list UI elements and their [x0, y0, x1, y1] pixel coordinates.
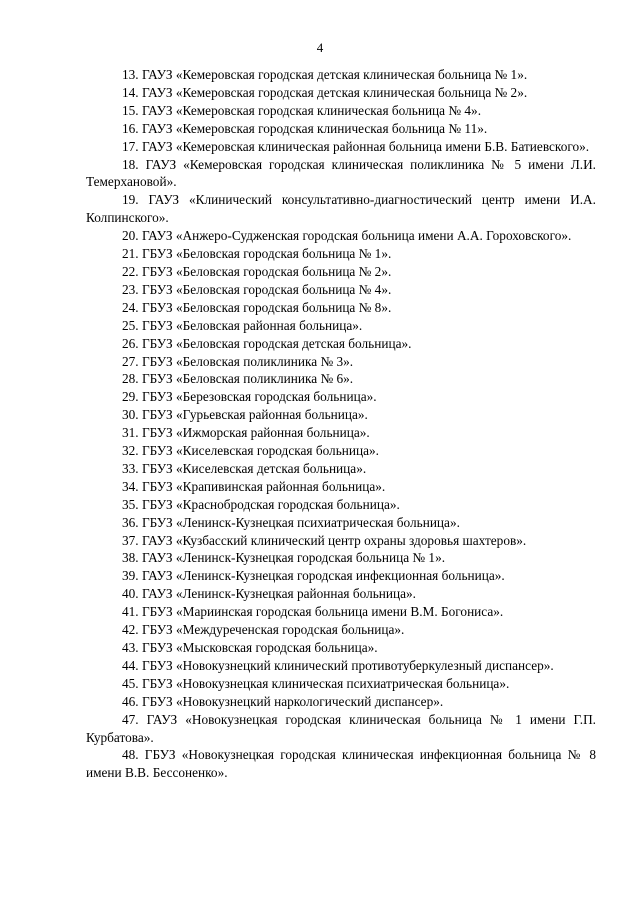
list-item: 44. ГБУЗ «Новокузнецкий клинический противотуберкулезный диспансер». — [122, 657, 554, 673]
list-item: 20. ГАУЗ «Анжеро-Судженская городская больница имени А.А. Гороховского». — [122, 228, 572, 244]
list-item: 31. ГБУЗ «Ижморская районная больница». — [122, 425, 370, 441]
list-item: 27. ГБУЗ «Беловская поликлиника № 3». — [122, 353, 354, 369]
list-item: 33. ГБУЗ «Киселевская детская больница». — [122, 460, 367, 476]
list-item: 24. ГБУЗ «Беловская городская больница № 8». — [122, 299, 392, 315]
list-item: 34. ГБУЗ «Крапивинская районная больница». — [122, 478, 386, 494]
list-item: 39. ГАУЗ «Ленинск-Кузнецкая городская инфекционная больница». — [122, 568, 505, 584]
list-item: 22. ГБУЗ «Беловская городская больница № 2». — [122, 263, 392, 279]
list-item: 36. ГБУЗ «Ленинск-Кузнецкая психиатрическая больница». — [122, 514, 460, 530]
list-item: 15. ГАУЗ «Кемеровская городская клиническая больница № 4». — [122, 102, 482, 118]
list-item: 21. ГБУЗ «Беловская городская больница № 1». — [122, 246, 392, 262]
list-item: 13. ГАУЗ «Кемеровская городская детская клиническая больница № 1». — [122, 67, 528, 82]
list-item: 42. ГБУЗ «Междуреченская городская больница». — [122, 622, 405, 638]
list-item: 32. ГБУЗ «Киселевская городская больница». — [122, 443, 379, 459]
list-item: 35. ГБУЗ «Краснобродская городская больница». — [122, 496, 400, 512]
page-number: 4 — [316, 40, 324, 55]
list-item: 45. ГБУЗ «Новокузнецкая клиническая психиатрическая больница». — [122, 675, 510, 691]
list-item: 18. ГАУЗ «Кемеровская городская клиническая поликлиника № 5 имени Л.И. Темерхановой». — [86, 156, 596, 190]
list-item: 23. ГБУЗ «Беловская городская больница № 4». — [122, 281, 392, 297]
list-item: 40. ГАУЗ «Ленинск-Кузнецкая районная больница». — [122, 586, 417, 602]
list-item: 26. ГБУЗ «Беловская городская детская больница». — [122, 335, 412, 351]
list-item: 16. ГАУЗ «Кемеровская городская клиническая больница № 11». — [122, 120, 488, 136]
list-item: 29. ГБУЗ «Березовская городская больница». — [122, 389, 377, 405]
list-item: 14. ГАУЗ «Кемеровская городская детская клиническая больница № 2». — [122, 84, 528, 100]
list-item: 47. ГАУЗ «Новокузнецкая городская клиническая больница № 1 имени Г.П. Курбатова». — [86, 711, 596, 745]
institution-list — [86, 66, 596, 782]
list-item: 19. ГАУЗ «Клинический консультативно-диагностический центр имени И.А. Колпинского». — [86, 192, 596, 226]
list-item: 25. ГБУЗ «Беловская районная больница». — [122, 317, 363, 333]
list-item: 17. ГАУЗ «Кемеровская клиническая районная больница имени Б.В. Батиевского». — [122, 138, 590, 154]
list-item: 38. ГАУЗ «Ленинск-Кузнецкая городская больница № 1». — [122, 550, 446, 566]
list-item: 43. ГБУЗ «Мысковская городская больница». — [122, 640, 378, 655]
list-item: 37. ГАУЗ «Кузбасский клинический центр охраны здоровья шахтеров». — [122, 532, 527, 548]
list-item: 28. ГБУЗ «Беловская поликлиника № 6». — [122, 371, 354, 387]
list-item: 41. ГБУЗ «Мариинская городская больница имени В.М. Богониса». — [122, 604, 504, 620]
list-item: 48. ГБУЗ «Новокузнецкая городская клиническая инфекционная больница № 8 имени В.В. Бессоненко». — [86, 747, 596, 781]
list-item: 46. ГБУЗ «Новокузнецкий наркологический диспансер». — [122, 693, 444, 709]
list-item: 30. ГБУЗ «Гурьевская районная больница». — [122, 407, 368, 423]
